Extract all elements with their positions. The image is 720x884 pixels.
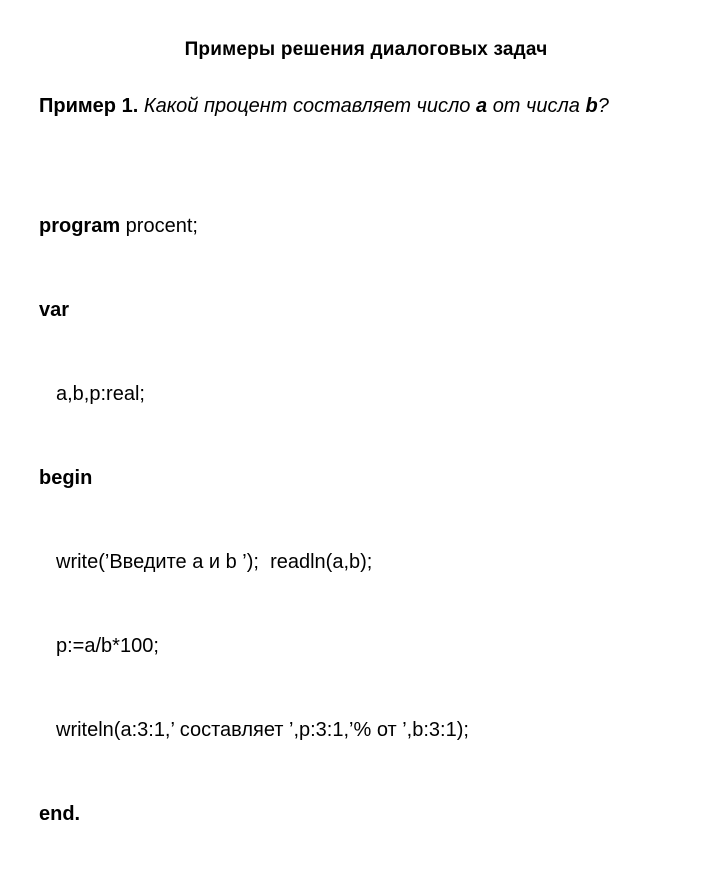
code-line-output: writeln(a:3:1,’ составляет ’,p:3:1,’% от ’,b:3:1);: [56, 719, 469, 741]
code-line-declaration: a,b,p:real;: [56, 383, 145, 405]
code-listing: [39, 156, 469, 884]
keyword-end: end.: [39, 803, 81, 825]
keyword-program: program: [39, 215, 121, 237]
code-line-program: [39, 212, 469, 240]
keyword-begin: begin: [39, 467, 93, 489]
code-line-compute: p:=a/b*100;: [56, 635, 159, 657]
code-line-end: [39, 800, 469, 828]
question-mark: ?: [597, 95, 609, 117]
code-line-input: write(’Введите a и b ’); readln(a,b);: [56, 551, 373, 573]
code-line-var: [39, 296, 469, 324]
page-title: Примеры решения диалоговых задач: [184, 39, 548, 60]
variable-b: b: [585, 95, 598, 117]
question-text-2: от числа: [492, 95, 580, 117]
example-statement: [39, 95, 609, 118]
keyword-var: var: [39, 299, 70, 321]
code-line-begin: [39, 464, 469, 492]
program-name: procent;: [120, 215, 198, 237]
example-label: Пример 1.: [39, 95, 139, 117]
variable-a: a: [476, 95, 488, 117]
question-text-1: Какой процент составляет число: [143, 95, 471, 117]
